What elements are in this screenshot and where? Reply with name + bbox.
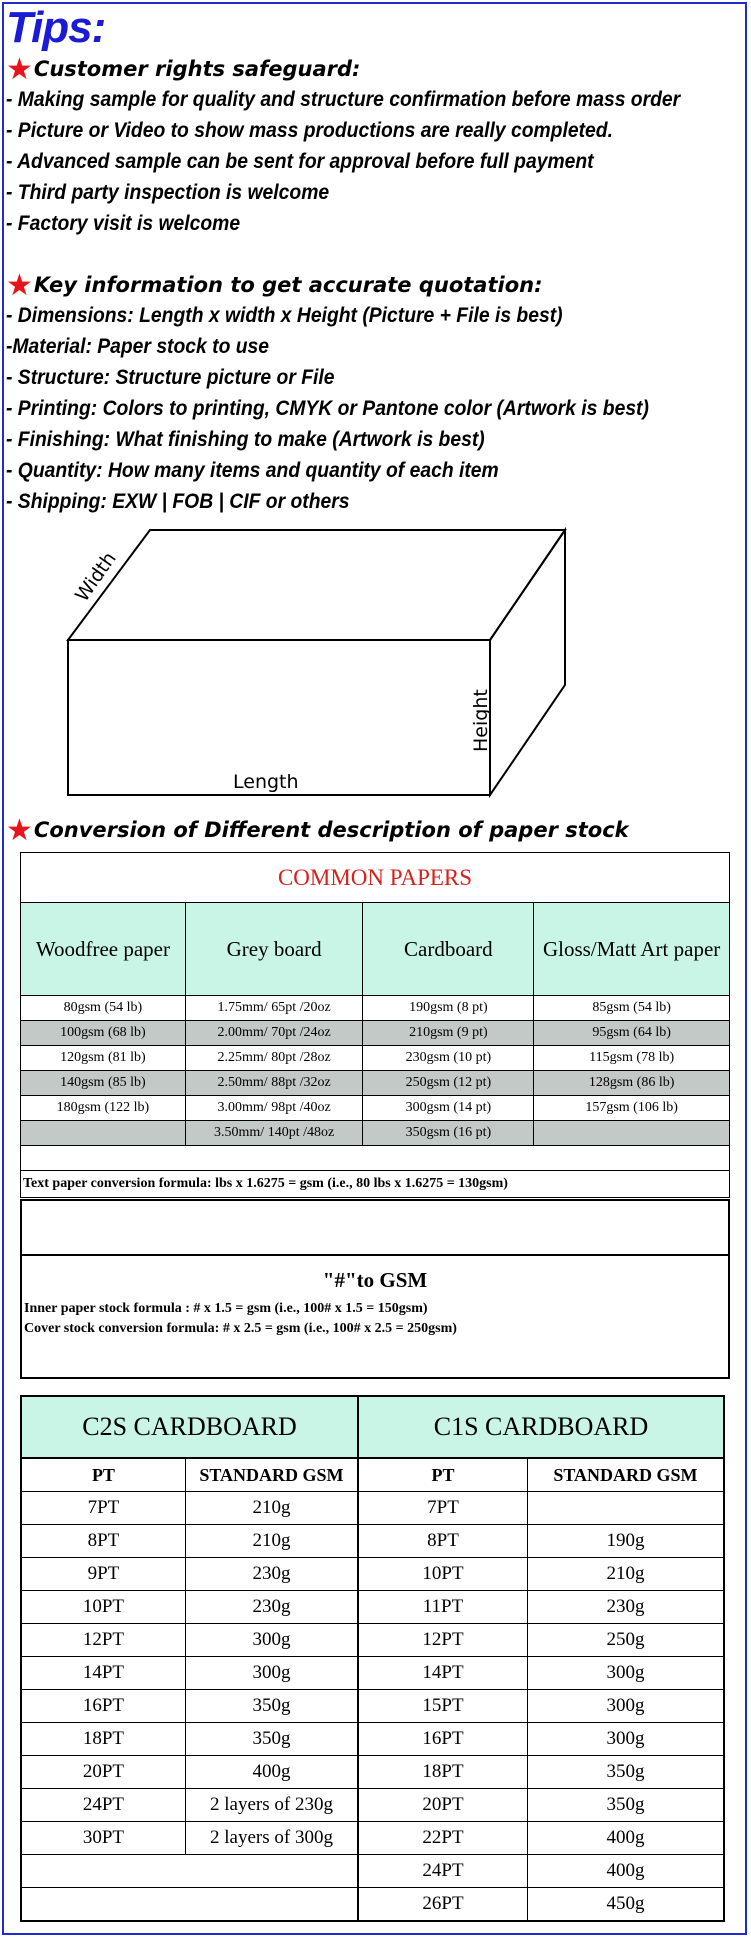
section-heading-quotation: ★Key information to get accurate quotation:	[6, 268, 543, 303]
list-item: -Material: Paper stock to use	[6, 335, 270, 358]
gsm-conversion-box	[20, 1254, 730, 1379]
cardboard-table	[20, 1395, 725, 1922]
table-row: 26PT 450g	[21, 1888, 724, 1922]
list-item: - Shipping: EXW | FOB | CIF or others	[6, 490, 350, 513]
quotation-list	[6, 300, 705, 517]
red-star-icon: ★	[6, 52, 33, 87]
column-header: PT	[358, 1458, 527, 1492]
column-header: STANDARD GSM	[185, 1458, 358, 1492]
column-header: Gloss/Matt Art paper	[534, 903, 730, 996]
red-star-icon: ★	[6, 813, 33, 848]
list-item: - Factory visit is welcome	[6, 212, 241, 235]
list-item: - Quantity: How many items and quantity of each item	[6, 459, 499, 482]
box-side-face	[490, 530, 565, 795]
table-row: 20PT 400g 18PT 350g	[21, 1756, 724, 1789]
table-row: 3.50mm/ 140pt /48oz 350gsm (16 pt)	[21, 1121, 730, 1146]
table-row: 24PT 400g	[21, 1855, 724, 1888]
rights-list	[6, 84, 739, 239]
c2s-caption: C2S CARDBOARD	[21, 1396, 358, 1458]
column-header: PT	[21, 1458, 185, 1492]
list-item: - Dimensions: Length x width x Height (Picture + File is best)	[6, 304, 563, 327]
gsm-heading: "#"to GSM	[322, 1268, 428, 1292]
box-dimension-diagram	[55, 520, 575, 800]
page-title: Tips:	[6, 3, 106, 52]
column-header: Cardboard	[363, 903, 534, 996]
cover-stock-formula: Cover stock conversion formula: # x 2.5 = gsm (i.e., 100# x 2.5 = 250gsm)	[24, 1321, 457, 1336]
table-row: 14PT 300g 14PT 300g	[21, 1657, 724, 1690]
column-header: Grey board	[185, 903, 363, 996]
table-row: 140gsm (85 lb) 2.50mm/ 88pt /32oz 250gsm (12 pt) 128gsm (86 lb)	[21, 1071, 730, 1096]
list-item: - Finishing: What finishing to make (Artwork is best)	[6, 428, 485, 451]
table-row: 8PT 210g 8PT 190g	[21, 1525, 724, 1558]
list-item: - Third party inspection is welcome	[6, 181, 330, 204]
common-papers-table	[20, 852, 730, 1198]
table-row: 100gsm (68 lb) 2.00mm/ 70pt /24oz 210gsm (9 pt) 95gsm (64 lb)	[21, 1021, 730, 1046]
c1s-caption: C1S CARDBOARD	[358, 1396, 724, 1458]
table-row: 16PT 350g 15PT 300g	[21, 1690, 724, 1723]
table-row: 10PT 230g 11PT 230g	[21, 1591, 724, 1624]
table-row: 7PT 210g 7PT	[21, 1492, 724, 1525]
inner-paper-formula: Inner paper stock formula : # x 1.5 = gsm (i.e., 100# x 1.5 = 150gsm)	[24, 1301, 428, 1316]
table-row: 9PT 230g 10PT 210g	[21, 1558, 724, 1591]
column-header: Woodfree paper	[21, 903, 186, 996]
table-row: 120gsm (81 lb) 2.25mm/ 80pt /28oz 230gsm (10 pt) 115gsm (78 lb)	[21, 1046, 730, 1071]
table-row: 80gsm (54 lb) 1.75mm/ 65pt /20oz 190gsm (8 pt) 85gsm (54 lb)	[21, 996, 730, 1021]
label-height: Height	[470, 689, 492, 752]
table-row: 12PT 300g 12PT 250g	[21, 1624, 724, 1657]
section-heading-conversion: ★Conversion of Different description of paper stock	[6, 813, 629, 848]
section-heading-rights: ★Customer rights safeguard:	[6, 52, 361, 87]
column-header: STANDARD GSM	[527, 1458, 724, 1492]
red-star-icon: ★	[6, 268, 33, 303]
list-item: - Printing: Colors to printing, CMYK or Pantone color (Artwork is best)	[6, 397, 649, 420]
label-length: Length	[233, 771, 299, 793]
empty-box	[20, 1199, 730, 1254]
list-item: - Picture or Video to show mass productions are really completed.	[6, 119, 613, 142]
list-item: - Making sample for quality and structure confirmation before mass order	[6, 88, 681, 111]
list-item: - Advanced sample can be sent for approval before full payment	[6, 150, 594, 173]
list-item: - Structure: Structure picture or File	[6, 366, 335, 389]
table-row: 24PT 2 layers of 230g 20PT 350g	[21, 1789, 724, 1822]
text-paper-formula: Text paper conversion formula: lbs x 1.6275 = gsm (i.e., 80 lbs x 1.6275 = 130gsm)	[21, 1171, 730, 1198]
table-row	[21, 1146, 730, 1171]
table-row: 30PT 2 layers of 300g 22PT 400g	[21, 1822, 724, 1855]
table-caption: COMMON PAPERS	[21, 853, 730, 903]
table-row: 180gsm (122 lb) 3.00mm/ 98pt /40oz 300gsm (14 pt) 157gsm (106 lb)	[21, 1096, 730, 1121]
box-top-face	[68, 530, 565, 640]
label-width: Width	[71, 548, 121, 606]
table-row: 18PT 350g 16PT 300g	[21, 1723, 724, 1756]
